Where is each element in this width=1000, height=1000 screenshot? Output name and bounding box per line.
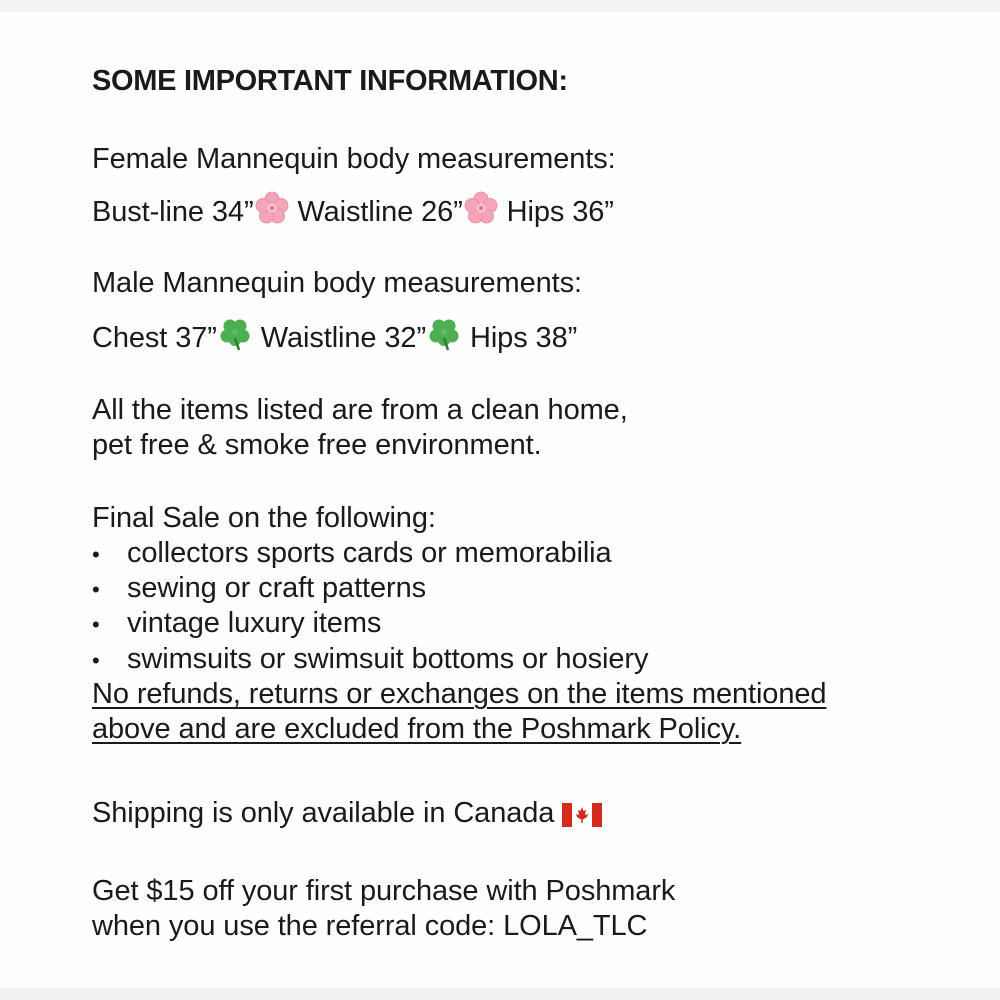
cherry-blossom-icon bbox=[463, 190, 499, 234]
male-waist-measurement: Waistline 32” bbox=[252, 322, 427, 354]
canada-flag-icon bbox=[562, 801, 602, 835]
cherry-blossom-icon bbox=[254, 190, 290, 234]
hips-measurement: Hips 36” bbox=[498, 196, 614, 228]
female-measurements-title: Female Mannequin body measurements: bbox=[92, 143, 616, 175]
bullet: • bbox=[92, 542, 100, 567]
shipping-text: Shipping is only available in Canada bbox=[92, 797, 563, 829]
list-item bbox=[92, 642, 648, 678]
bullet: • bbox=[92, 577, 100, 602]
female-measurements-row bbox=[92, 190, 614, 234]
home-line-1: All the items listed are from a clean home, bbox=[92, 394, 628, 426]
list-item bbox=[92, 536, 612, 572]
waist-measurement: Waistline 26” bbox=[289, 196, 463, 228]
four-leaf-clover-icon bbox=[426, 316, 462, 360]
list-item-text: swimsuits or swimsuit bottoms or hosiery bbox=[127, 643, 649, 675]
referral-line-2: when you use the referral code: LOLA_TLC bbox=[92, 910, 648, 942]
four-leaf-clover-icon bbox=[217, 316, 253, 360]
no-refund-notice-line-2: above and are excluded from the Poshmark Policy. bbox=[92, 713, 742, 745]
no-refund-notice-line-1: No refunds, returns or exchanges on the items mentioned bbox=[92, 678, 827, 710]
final-sale-title: Final Sale on the following: bbox=[92, 502, 436, 534]
chest-measurement: Chest 37” bbox=[92, 322, 217, 354]
male-measurements-row bbox=[92, 316, 577, 360]
list-item-text: collectors sports cards or memorabilia bbox=[127, 537, 612, 569]
list-item-text: vintage luxury items bbox=[127, 607, 382, 639]
male-hips-measurement: Hips 38” bbox=[462, 322, 578, 354]
male-measurements-title: Male Mannequin body measurements: bbox=[92, 267, 582, 299]
bullet: • bbox=[92, 648, 100, 673]
top-edge bbox=[0, 0, 1000, 12]
list-item-text: sewing or craft patterns bbox=[127, 572, 427, 604]
bottom-edge bbox=[0, 988, 1000, 1000]
page-title: SOME IMPORTANT INFORMATION: bbox=[92, 65, 568, 97]
list-item bbox=[92, 571, 426, 607]
bullet: • bbox=[92, 612, 100, 637]
home-line-2: pet free & smoke free environment. bbox=[92, 429, 542, 461]
referral-line-1: Get $15 off your first purchase with Poshmark bbox=[92, 875, 676, 907]
shipping-notice bbox=[92, 796, 602, 835]
bust-measurement: Bust-line 34” bbox=[92, 196, 254, 228]
list-item bbox=[92, 606, 381, 642]
